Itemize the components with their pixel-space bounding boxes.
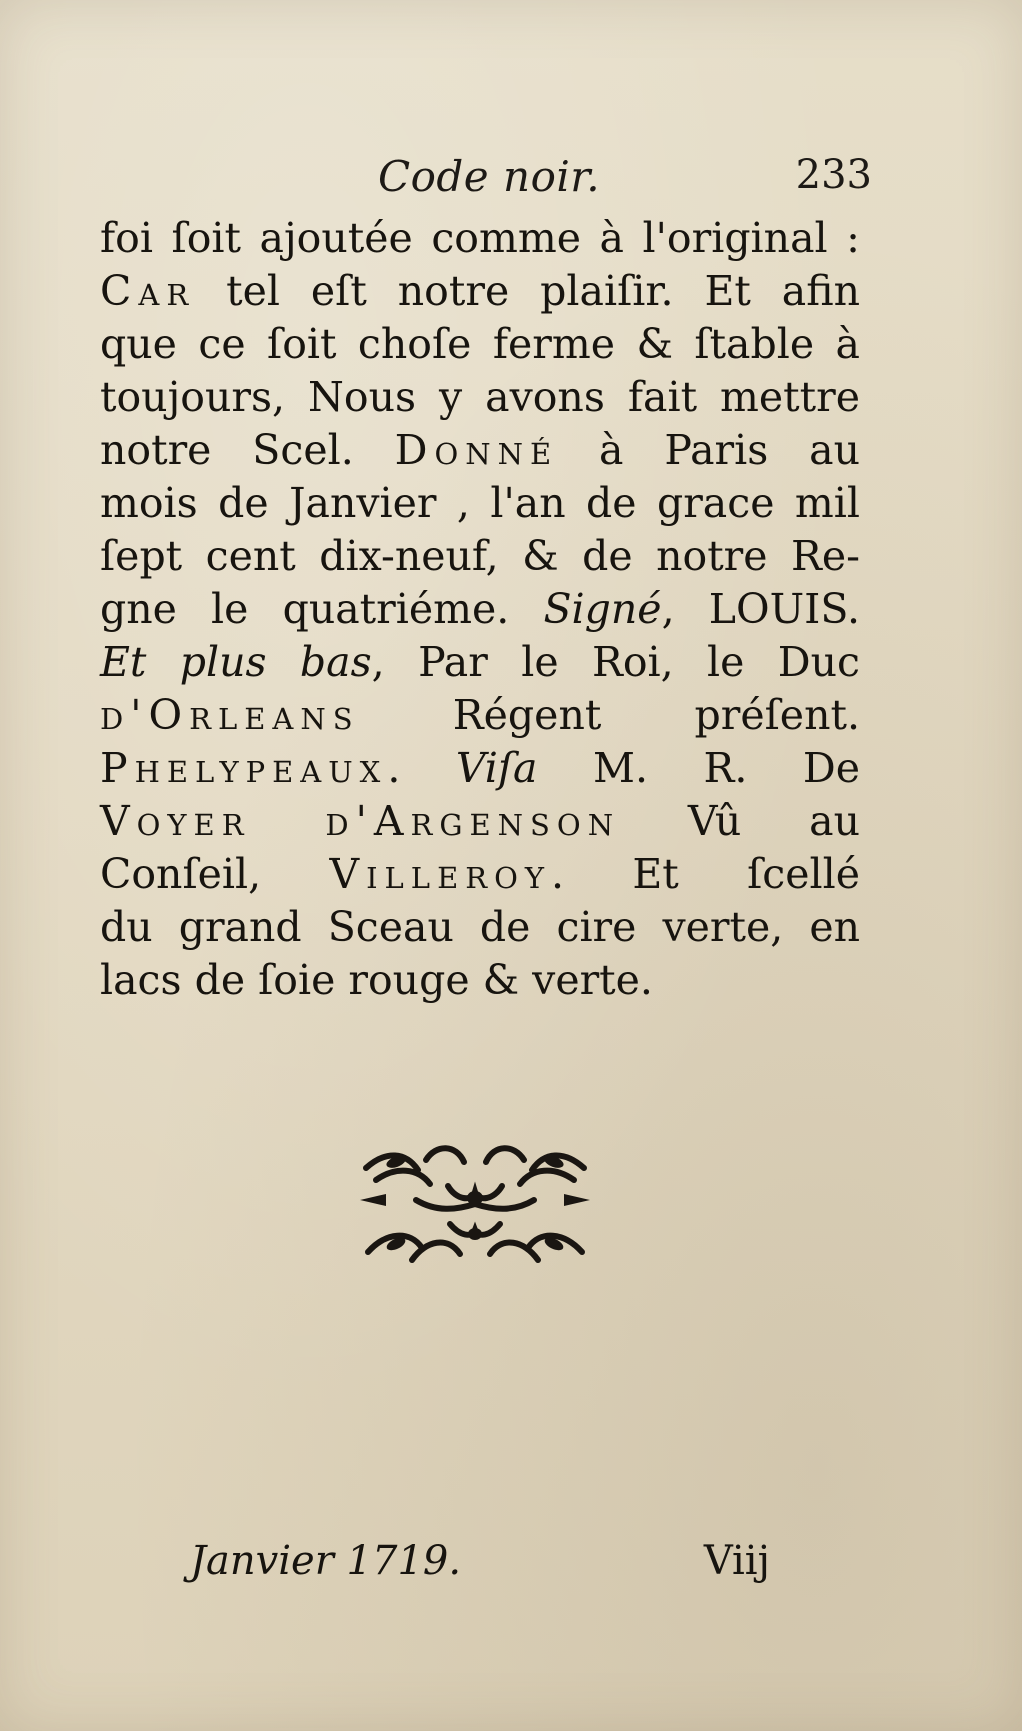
catchword: Viij (703, 1538, 770, 1584)
text-run: Vû au (620, 797, 860, 845)
text-line (100, 901, 860, 954)
text-line (100, 795, 860, 848)
text-line (100, 318, 860, 371)
small-caps-run: Car (100, 267, 196, 315)
signature-mark: Janvier 1719. (190, 1538, 462, 1584)
running-title: Code noir. (378, 152, 601, 201)
text-run: , LOUIS. (661, 585, 860, 633)
text-run: mois de Janvier , l'an de grace mil (100, 479, 860, 527)
text-run: que ce ſoit choſe ferme & ſtable à (100, 320, 860, 368)
small-caps-run: d'Orleans (100, 691, 360, 739)
text-line (100, 265, 860, 318)
text-run: gne le quatriéme. (100, 585, 544, 633)
text-line (100, 689, 860, 742)
small-caps-run: Voyer d'Argenson (100, 797, 621, 845)
page-header (100, 152, 872, 212)
italic-run: Viſa (455, 744, 538, 792)
small-caps-run: Villeroy (329, 850, 551, 898)
text-line (100, 530, 860, 583)
text-run: du grand Sceau de cire verte, en (100, 903, 860, 951)
text-run: ſept cent dix-neuf, & de notre Re- (100, 532, 860, 580)
text-line (100, 954, 860, 1007)
text-run: . (387, 744, 456, 792)
text-run: tel eſt notre plaiſir. Et afin (195, 267, 860, 315)
text-line (100, 742, 860, 795)
page-footer (190, 1538, 770, 1598)
text-line (100, 848, 860, 901)
italic-run: Signé (543, 585, 662, 633)
text-run: , Par le Roi, le Duc (371, 638, 860, 686)
text-run: toujours, Nous y avons fait mettre (100, 373, 860, 421)
text-run: . Et ſcellé (551, 850, 860, 898)
text-line (100, 477, 860, 530)
page-number: 233 (795, 152, 872, 198)
body-text (100, 212, 860, 1007)
text-line (100, 583, 860, 636)
text-line (100, 636, 860, 689)
text-run: foi ſoit ajoutée comme à l'original : (100, 214, 860, 262)
text-line (100, 424, 860, 477)
text-run: Conſeil, (100, 850, 330, 898)
text-run: notre Scel. (100, 426, 395, 474)
text-run: Régent préſent. (359, 691, 860, 739)
text-line (100, 212, 860, 265)
small-caps-run: Phelypeaux (100, 744, 388, 792)
text-run: lacs de ſoie rouge & verte. (100, 956, 653, 1004)
italic-run: Et plus bas (100, 638, 372, 686)
fleuron-ornament-icon (356, 1140, 594, 1270)
text-run: à Paris au (558, 426, 860, 474)
text-line (100, 371, 860, 424)
text-run: M. R. De (537, 744, 860, 792)
small-caps-run: Donné (394, 426, 559, 474)
